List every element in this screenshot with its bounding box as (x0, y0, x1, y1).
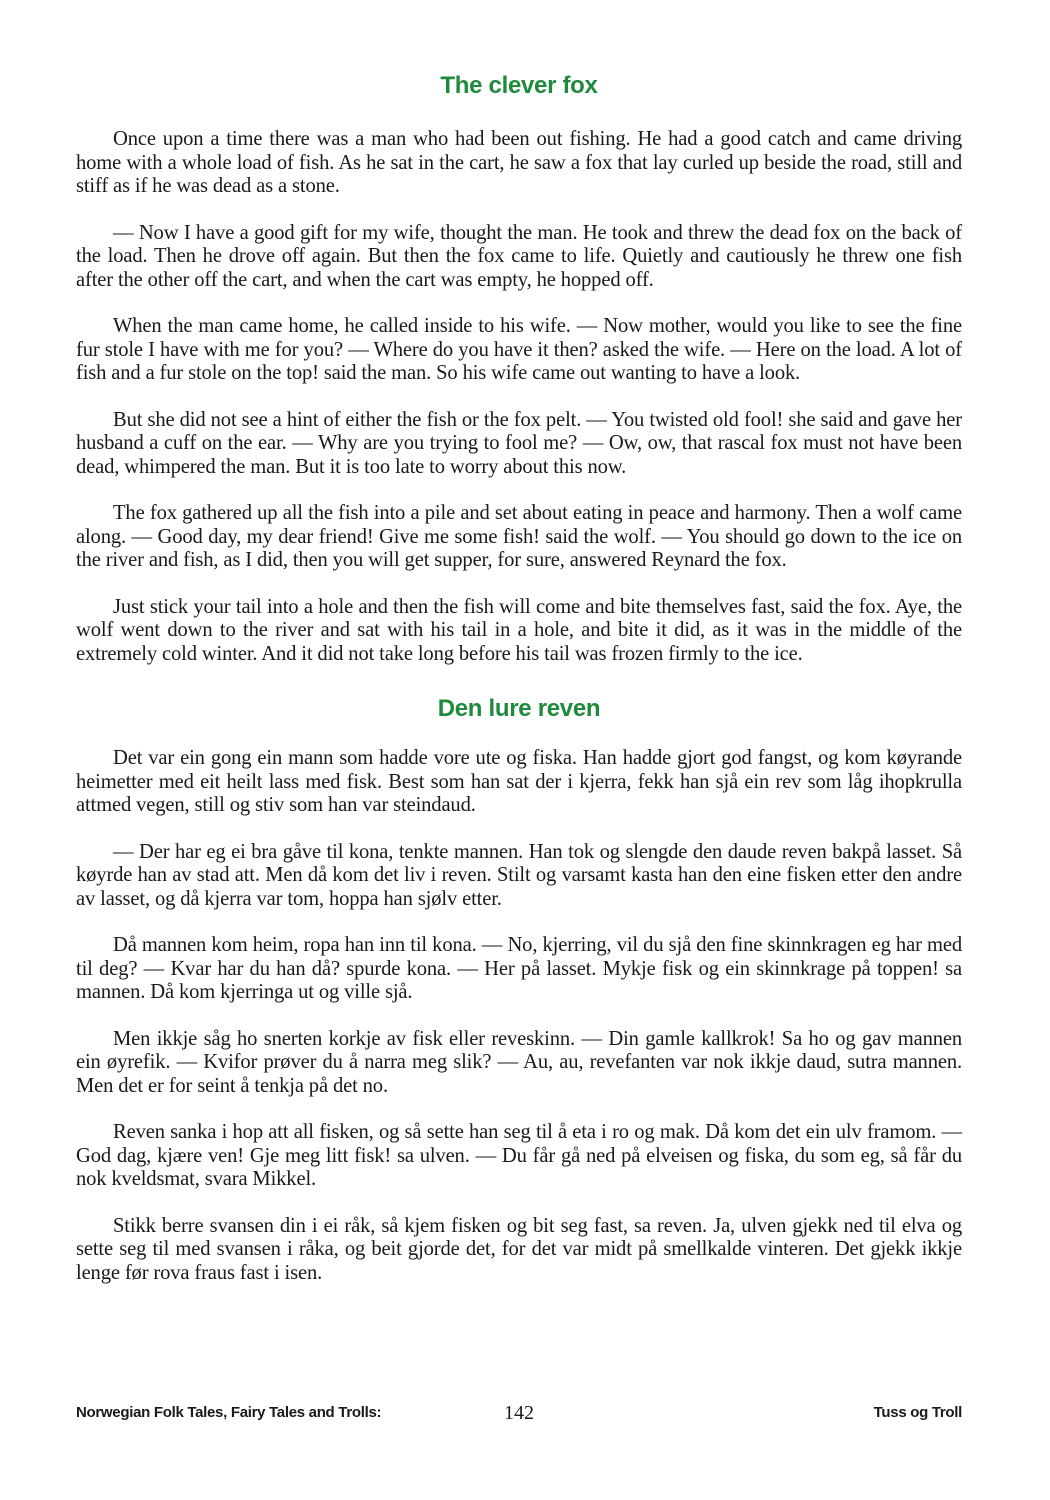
section-title-norwegian: Den lure reven (437, 695, 601, 722)
page-footer (76, 1402, 962, 1428)
page-content (76, 66, 962, 1308)
section-title-english: The clever fox (440, 72, 598, 99)
paragraph: Stikk berre svansen din i ei råk, så kjem fisken og bit seg fast, sa reven. Ja, ulven gjekk ned til elva og sette seg til med svansen i råka, og beit gjorde det, for det var midt på smellkalde vinteren. Det gjekk ikkje lenge før rova fraus fast i isen. (76, 1214, 962, 1284)
paragraph: Men ikkje såg ho snerten korkje av fisk eller reveskinn. — Din gamle kallkrok! Sa ho og gav mannen ein øyrefik. — Kvifor prøver du å narra meg slik? — Au, au, revefanten var nok ikkje daud, sutra mannen. Men det er for seint å tenkja på det no. (76, 1027, 962, 1097)
paragraph: Just stick your tail into a hole and then the fish will come and bite themselves fast, said the fox. Aye, the wolf went down to the river and sat with his tail in a hole, and bite it did, as it was in the middle of the extremely cold winter. And it did not take long before his tail was frozen firmly to the ice. (76, 595, 962, 665)
paragraph: But she did not see a hint of either the fish or the fox pelt. — You twisted old fool! she said and gave her husband a cuff on the ear. — Why are you trying to fool me? — Ow, ow, that rascal fox must not have been dead, whimpered the man. But it is too late to worry about this now. (76, 408, 962, 478)
footer-book-title: Norwegian Folk Tales, Fairy Tales and Trolls: (76, 1404, 382, 1421)
paragraph: Då mannen kom heim, ropa han inn til kona. — No, kjerring, vil du sjå den fine skinnkragen eg har med til deg? — Kvar har du han då? spurde kona. — Her på lasset. Mykje fisk og ein skinnkrage på toppen! sa mannen. Då kom kjerringa ut og ville sjå. (76, 934, 962, 1003)
paragraph: — Der har eg ei bra gåve til kona, tenkte mannen. Han tok og slengde den daude reven bakpå lasset. Så køyrde han av stad att. Men då kom det liv i reven. Stilt og varsamt kasta han den eine fisken etter den andre av lasset, og då kjerra var tom, hoppa han sjølv etter. (76, 840, 962, 910)
paragraph: When the man came home, he called inside to his wife. — Now mother, would you like to see the fine fur stole I have with me for you? — Where do you have it then? asked the wife. — Here on the load. A lot of fish and a fur stole on the top! said the man. So his wife came out wanting to have a look. (76, 315, 962, 384)
paragraph: Once upon a time there was a man who had been out fishing. He had a good catch and came driving home with a whole load of fish. As he sat in the cart, he saw a fox that lay curled up beside the road, still and stiff as if he was dead as a stone. (76, 128, 962, 197)
page-number: 142 (504, 1402, 534, 1424)
paragraph: The fox gathered up all the fish into a pile and set about eating in peace and harmony. Then a wolf came along. — Good day, my dear friend! Give me some fish! said the wolf. — You should go down to the ice on the river and fish, as I did, then you will get supper, for sure, answered Reynard the fox. (76, 502, 962, 571)
footer-series: Tuss og Troll (873, 1404, 962, 1421)
paragraph: Reven sanka i hop att all fisken, og så sette han seg til å eta i ro og mak. Då kom det ein ulv framom. — God dag, kjære ven! Gje meg litt fisk! sa ulven. — Du får gå ned på elveisen og fiska, du som eg, så får du nok kveldsmat, svara Mikkel. (76, 1121, 962, 1190)
paragraph: — Now I have a good gift for my wife, thought the man. He took and threw the dead fox on the back of the load. Then he drove off again. But then the fox came to life. Quietly and cautiously he threw one fish after the other off the cart, and when the cart was empty, he hopped off. (76, 221, 962, 291)
paragraph: Det var ein gong ein mann som hadde vore ute og fiska. Han hadde gjort god fangst, og kom køyrande heimetter med eit heilt lass med fisk. Best som han sat der i kjerra, fekk han sjå ein rev som låg ihopkrulla attmed vegen, still og stiv som han var steindaud. (76, 747, 962, 816)
